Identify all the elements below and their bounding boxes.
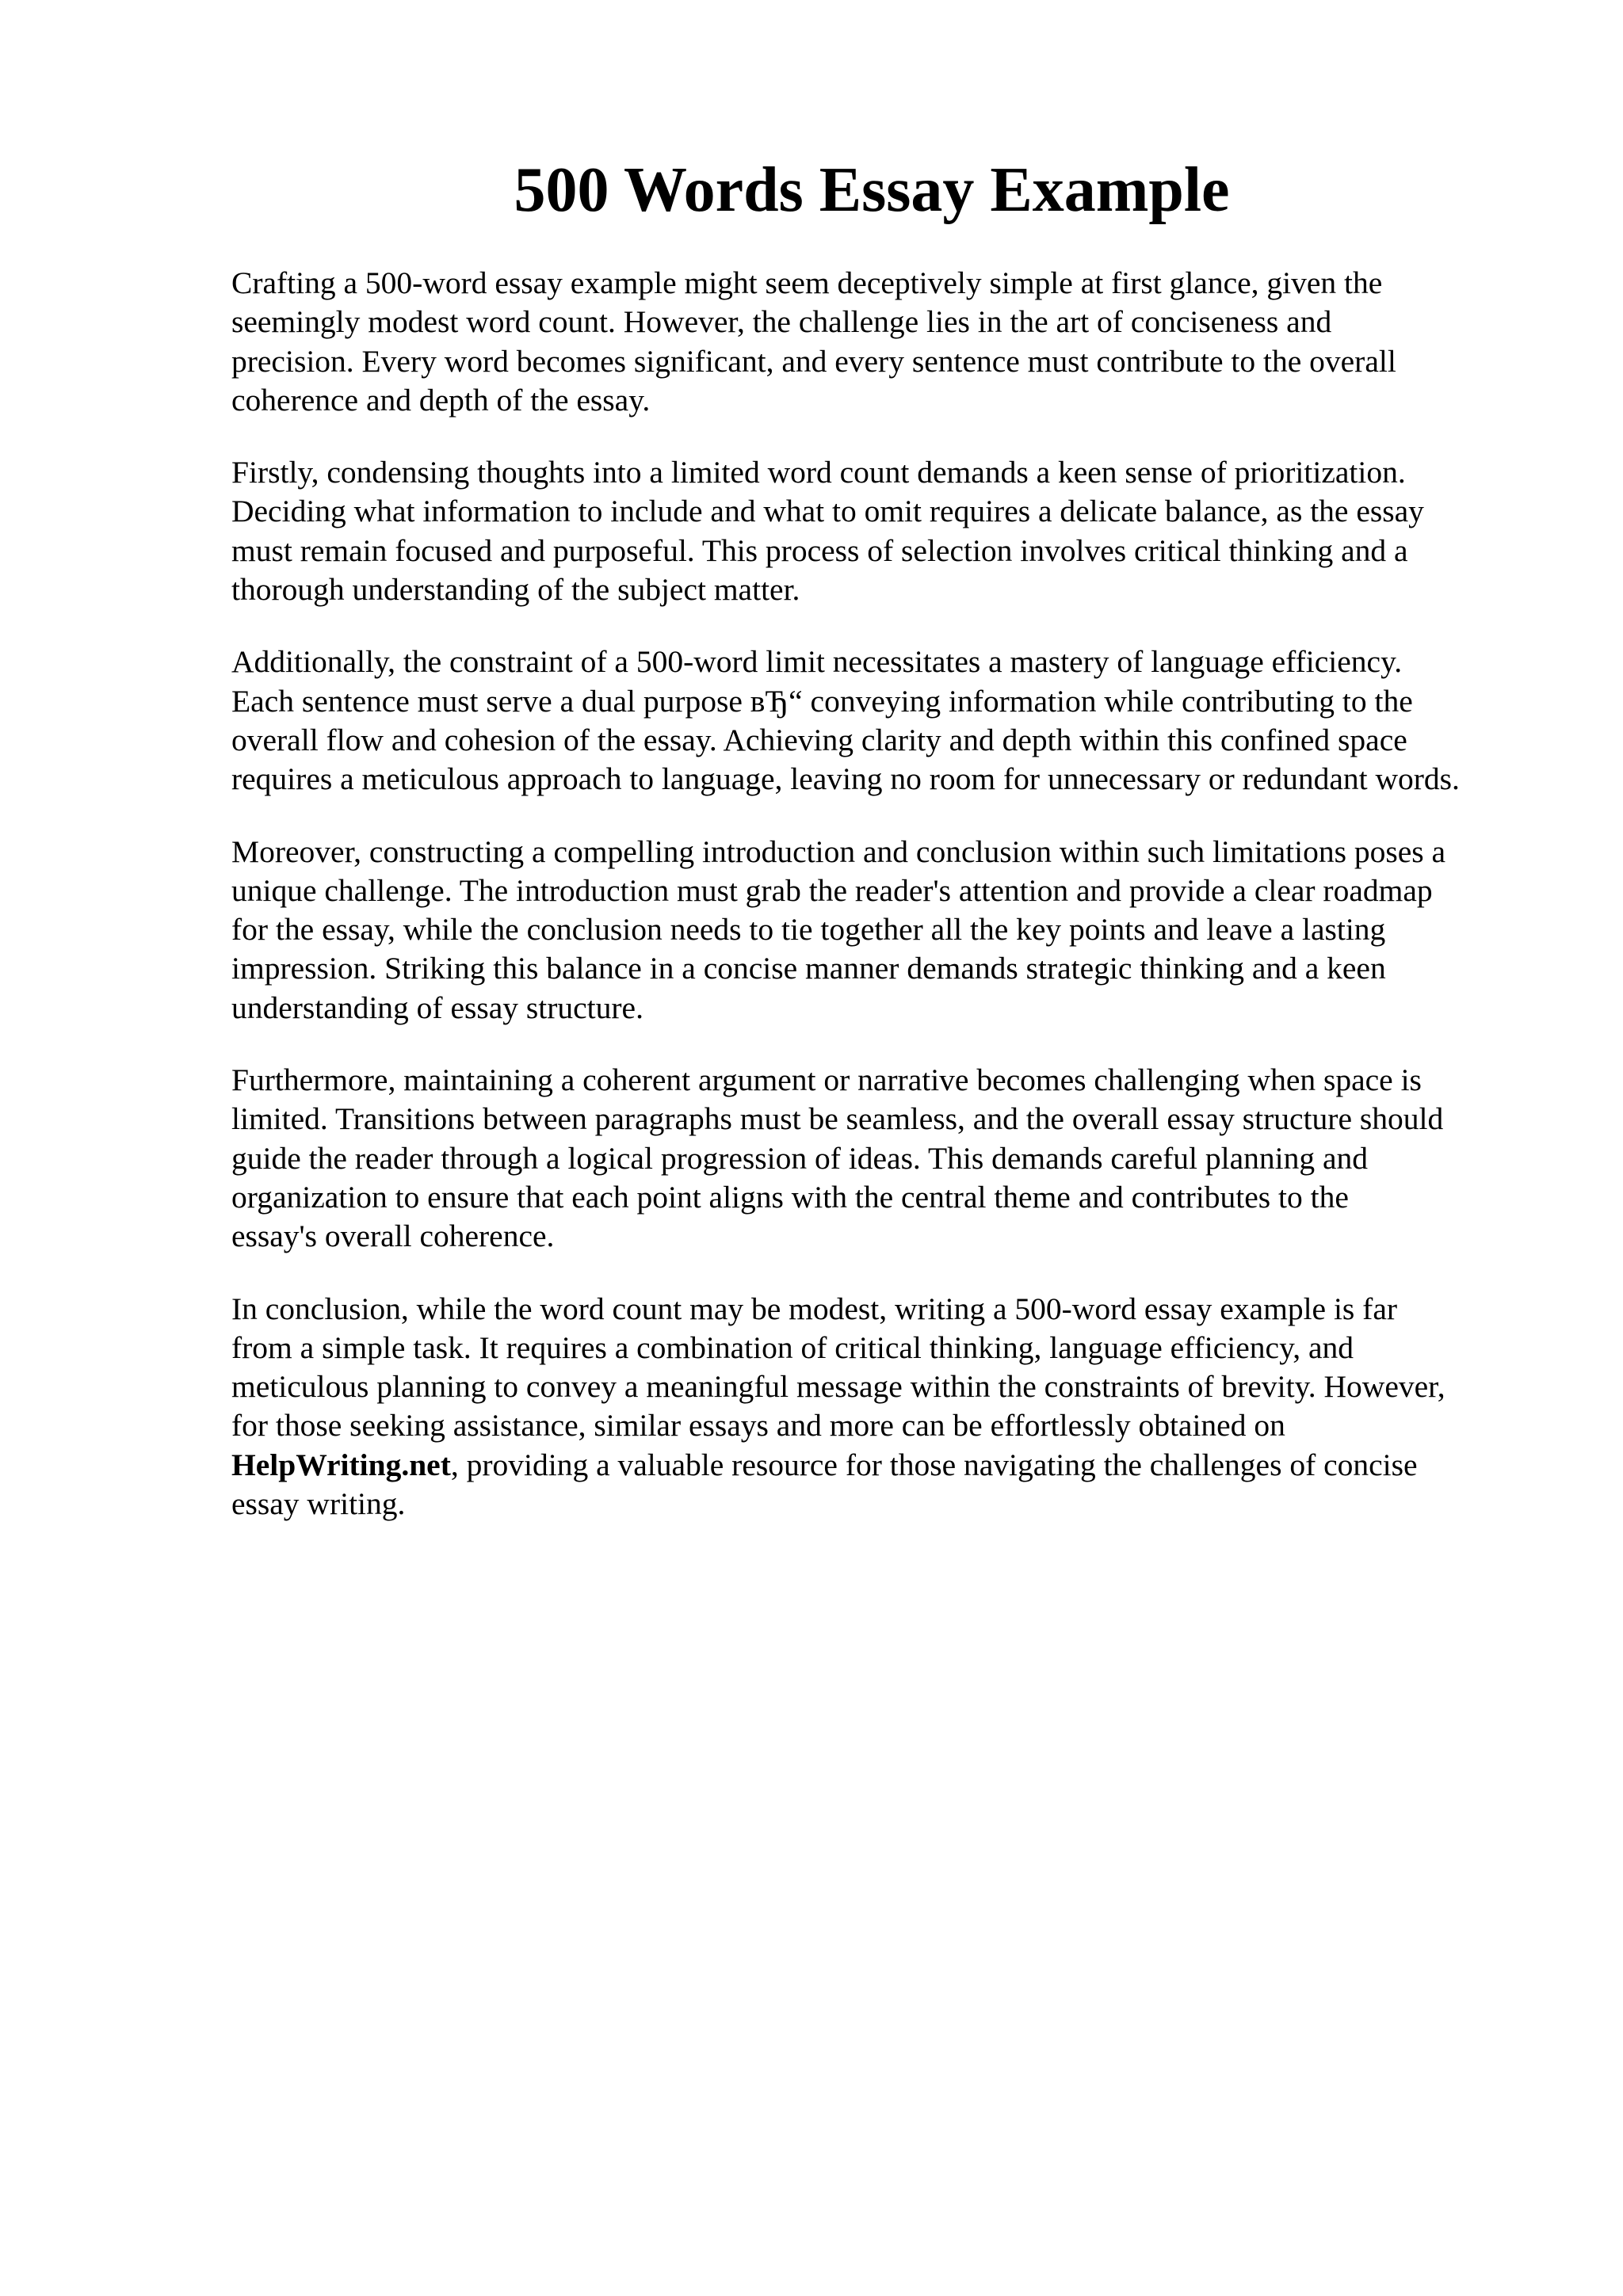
- text-line: Additionally, the constraint of a 500-word limit necessitates a mastery of language efficiency.: [231, 644, 1403, 680]
- text-line: Moreover, constructing a compelling introduction and conclusion within such limitations poses a: [231, 833, 1446, 869]
- text-line: understanding of essay structure.: [231, 990, 643, 1025]
- text-line-with-brand: [231, 1446, 1531, 1485]
- text-line: precision. Every word becomes significant, and every sentence must contribute to the overall: [231, 343, 1396, 379]
- text-line: Each sentence must serve a dual purpose вЂ“ conveying information while contributing to the: [231, 683, 1413, 719]
- text-line: unique challenge. The introduction must grab the reader's attention and provide a clear roadmap: [231, 872, 1433, 908]
- text-line: essay's overall coherence.: [231, 1219, 555, 1254]
- text-line: meticulous planning to convey a meaningful message within the constraints of brevity. However,: [231, 1369, 1445, 1405]
- text-line: organization to ensure that each point aligns with the central theme and contributes to the: [231, 1179, 1349, 1215]
- brand-line-text: , providing a valuable resource for those navigating the challenges of concise: [450, 1447, 1418, 1482]
- text-line: Firstly, condensing thoughts into a limited word count demands a keen sense of prioritization.: [231, 455, 1406, 490]
- text-line: guide the reader through a logical progression of ideas. This demands careful planning and: [231, 1140, 1368, 1176]
- paragraph-5: [231, 1061, 1531, 1256]
- text-line: must remain focused and purposeful. This process of selection involves critical thinking and a: [231, 532, 1408, 568]
- text-line: In conclusion, while the word count may be modest, writing a 500-word essay example is far: [231, 1291, 1398, 1326]
- text-line: overall flow and cohesion of the essay. Achieving clarity and depth within this confined space: [231, 722, 1407, 757]
- text-line: Deciding what information to include and what to omit requires a delicate balance, as the essay: [231, 494, 1424, 529]
- text-line: for the essay, while the conclusion needs to tie together all the key points and leave a lasting: [231, 912, 1386, 948]
- text-line: for those seeking assistance, similar essays and more can be effortlessly obtained on: [231, 1408, 1285, 1444]
- paragraph-4: [231, 833, 1531, 1028]
- page-title: 500 Words Essay Example: [514, 155, 1230, 225]
- paragraph-3: [231, 643, 1531, 799]
- text-line: Furthermore, maintaining a coherent argument or narrative becomes challenging when space is: [231, 1062, 1422, 1098]
- text-line: coherence and depth of the essay.: [231, 382, 651, 418]
- text-line: Crafting a 500-word essay example might seem deceptively simple at first glance, given the: [231, 265, 1383, 300]
- text-line: impression. Striking this balance in a concise manner demands strategic thinking and a keen: [231, 951, 1386, 986]
- text-line: thorough understanding of the subject matter.: [231, 572, 800, 608]
- brand-name: HelpWriting.net: [231, 1447, 451, 1482]
- text-line: from a simple task. It requires a combination of critical thinking, language efficiency, and: [231, 1329, 1354, 1365]
- text-line: limited. Transitions between paragraphs must be seamless, and the overall essay structure should: [231, 1101, 1444, 1137]
- paragraph-6: [231, 1290, 1531, 1524]
- text-line: seemingly modest word count. However, the challenge lies in the art of conciseness and: [231, 304, 1332, 340]
- paragraph-2: [231, 453, 1531, 609]
- text-line: requires a meticulous approach to language, leaving no room for unnecessary or redundant words.: [231, 761, 1460, 797]
- paragraph-1: [231, 264, 1531, 420]
- text-line: essay writing.: [231, 1486, 406, 1522]
- essay-body: [231, 264, 1531, 1557]
